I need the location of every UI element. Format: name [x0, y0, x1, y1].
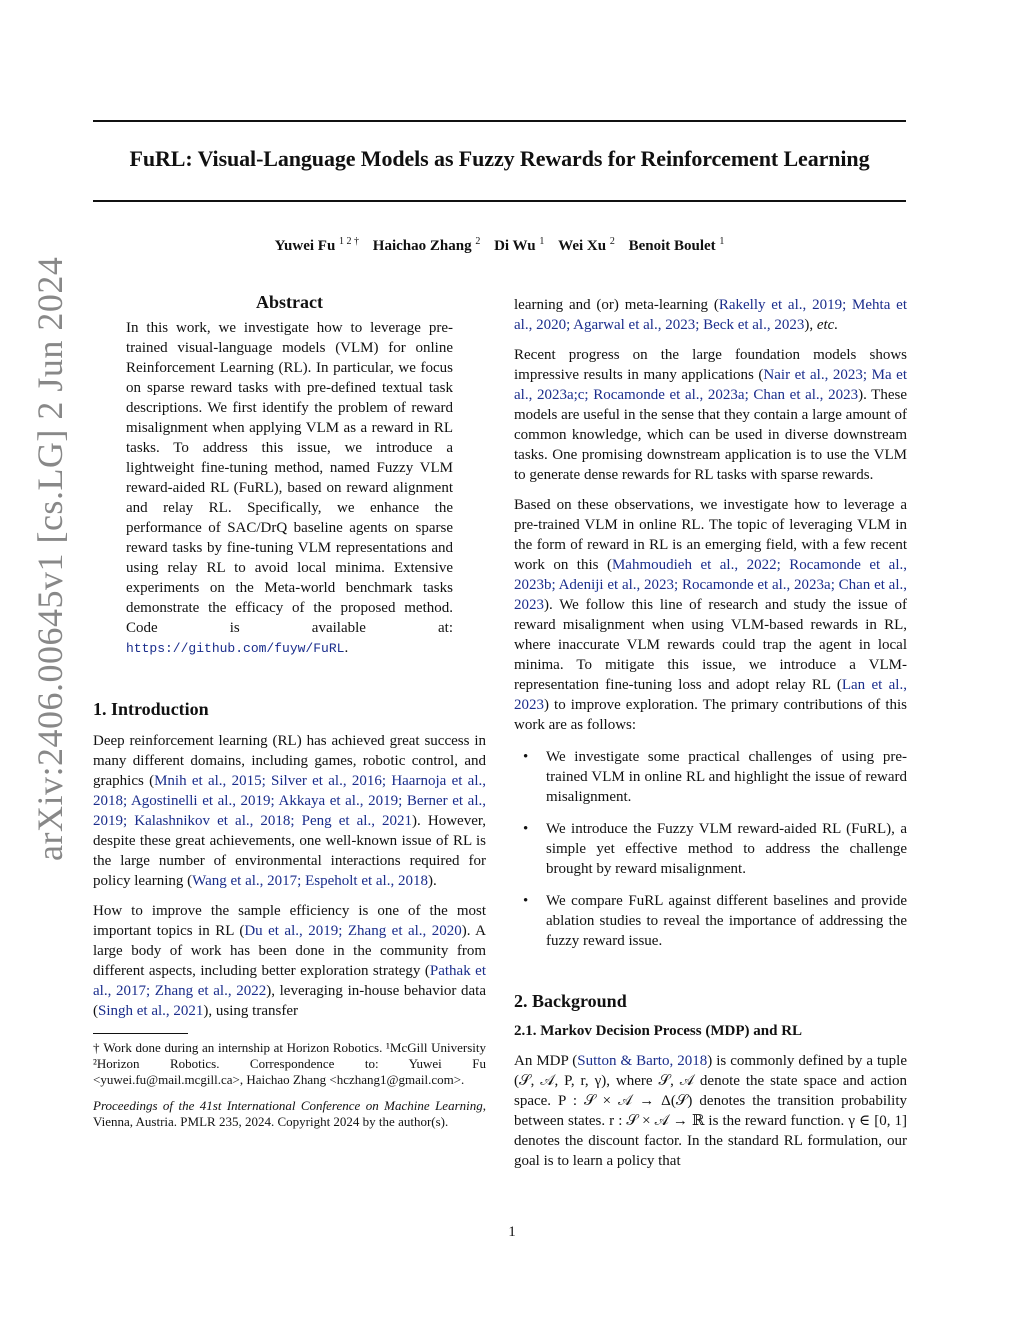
citation-link[interactable]: Mahmoudieh et al., 2022; Rocamonde et al., 2023b; Adeniji et al., 2023; Rocamonde et al., 2023a; Chan et al., 2023: [514, 557, 907, 613]
footnote-rule: [93, 1033, 188, 1034]
arxiv-watermark: arXiv:2406.00645v1 [cs.LG] 2 Jun 2024: [30, 256, 70, 861]
list-item: • We introduce the Fuzzy VLM reward-aided RL (FuRL), a simple yet effective method to address the challenge brought by reward misalignment.: [532, 819, 907, 879]
page-number: 1: [508, 1224, 516, 1240]
subsection-heading-mdp: 2.1. Markov Decision Process (MDP) and RL: [514, 1023, 803, 1039]
title-rule: [93, 200, 906, 202]
citation-link[interactable]: Lan et al., 2023: [514, 677, 907, 713]
author: Di Wu $^1$: [494, 236, 545, 254]
abstract-text: In this work, we investigate how to leverage pre-trained visual-language models (VLM) for online Reinforcement Learning (RL). In particular, we focus on sparse reward tasks with pre-defined textual task descriptions. We first identify the problem of reward misalignment when applying VLM as a reward in RL tasks. To address this issue, we introduce a lightweight fine-tuning method, named Fuzzy VLM reward-aided RL (FuRL), based on reward alignment and relay RL. Specifically, we enhance the performance of SAC/DrQ baseline agents on sparse reward tasks by fine-tuning VLM representations and using relay RL to avoid local minima. Extensive experiments on the Meta-world benchmark tasks demonstrate the efficacy of the proposed method. Code is available at: https://github.com/fuyw/FuRL.: [126, 320, 453, 656]
footnote-proceedings: Proceedings of the 41st International Conference on Machine Learning, Vienna, Austria. PMLR 235, 2024. Copyright 2024 by the author(s).: [93, 1098, 486, 1129]
citation-link[interactable]: Du et al., 2019; Zhang et al., 2020: [244, 923, 462, 939]
citation-link[interactable]: Wang et al., 2017; Espeholt et al., 2018: [192, 873, 428, 889]
citation-link[interactable]: Rakelly et al., 2019; Mehta et al., 2020; Agarwal et al., 2023; Beck et al., 2023: [514, 297, 908, 333]
author: Benoit Boulet $^1$: [628, 236, 725, 254]
right-paragraph-2: Based on these observations, we investigate how to leverage a pre-trained VLM in online RL. The topic of leveraging VLM in the form of reward in RL is an emerging field, with a few recent work on this (Mahmoudieh et al., 2022; Rocamonde et al., 2023b; Adeniji et al., 2023; Rocamonde et al., 2023a; Chan et al., 2023). We follow this line of research and study the issue of reward misalignment when using VLM-based rewards in RL, where inaccurate VLM rewards could trap the agent in local minima. To mitigate this issue, we introduce a VLM-representation fine-tuning loss and adopt relay RL (Lan et al., 2023) to improve exploration. The primary contributions of this work are as follows:: [514, 497, 907, 733]
author: Yuwei Fu $^{1 2 \dagger}$: [274, 236, 360, 254]
code-link[interactable]: https://github.com/fuyw/FuRL: [126, 641, 345, 656]
author: Wei Xu $^2$: [558, 236, 615, 254]
section-heading-introduction: 1. Introduction: [93, 699, 209, 719]
footnote-affiliation: † Work done during an internship at Horizon Robotics. ¹McGill University ²Horizon Robotics. Correspondence to: Yuwei Fu <yuwei.fu@mail.mcgill.ca>, Haichao Zhang <hczhang1@gmail.com>.: [93, 1040, 486, 1087]
abstract-heading: Abstract: [256, 292, 323, 312]
citation-link[interactable]: Mnih et al., 2015; Silver et al., 2016; Haarnoja et al., 2018; Agostinelli et al., 2019; Akkaya et al., 2019; Berner et al., 2019; Kalashnikov et al., 2018; Peng et al., 2021: [93, 773, 486, 829]
author-list: [93, 236, 906, 255]
right-paragraph-1: Recent progress on the large foundation models shows impressive results in many applications (Nair et al., 2023; Ma et al., 2023a;c; Rocamonde et al., 2023a; Chan et al., 2023). These models are useful in the sense that they contain a large amount of common knowledge, which can be used in diverse downstream tasks. One promising downstream application is to use the VLM to generate dense rewards for RL tasks with sparse rewards.: [514, 347, 908, 483]
author: Haichao Zhang $^2$: [372, 236, 481, 254]
paper-title: FuRL: Visual-Language Models as Fuzzy Rewards for Reinforcement Learning: [129, 146, 870, 171]
citation-link[interactable]: Pathak et al., 2017; Zhang et al., 2022: [93, 963, 486, 999]
contributions-list: [514, 747, 907, 951]
section-heading-background: 2. Background: [514, 991, 627, 1011]
citation-link[interactable]: Singh et al., 2021: [98, 1003, 204, 1019]
left-column: [93, 292, 486, 1130]
list-item: • We compare FuRL against different baselines and provide ablation studies to reveal the importance of addressing the fuzzy reward issue.: [532, 891, 907, 951]
intro-paragraph-2: How to improve the sample efficiency is one of the most important topics in RL (Du et al., 2019; Zhang et al., 2020). A large body of work has been done in the community from different aspects, including better exploration strategy (Pathak et al., 2017; Zhang et al., 2022), leveraging in-house behavior data (Singh et al., 2021), using transfer: [93, 903, 487, 1019]
list-item: • We investigate some practical challenges of using pre-trained VLM in online RL and highlight the issue of reward misalignment.: [532, 747, 907, 807]
right-column: [514, 295, 907, 1171]
citation-link[interactable]: Nair et al., 2023; Ma et al., 2023a;c; Rocamonde et al., 2023a; Chan et al., 2023: [514, 367, 908, 403]
background-paragraph: An MDP (Sutton & Barto, 2018) is commonly defined by a tuple (𝒮, 𝒜, P, r, γ), where 𝒮, 𝒜 denote the state space and action space. P : 𝒮 × 𝒜 → Δ(𝒮) denotes the transition probability between states. r : 𝒮 × 𝒜 → ℝ is the reward function. γ ∈ [0, 1] denotes the discount factor. In the standard RL formulation, our goal is to learn a policy that: [514, 1053, 907, 1169]
right-paragraph-0: learning and (or) meta-learning (Rakelly et al., 2019; Mehta et al., 2020; Agarwal et al., 2023; Beck et al., 2023), etc.: [514, 297, 908, 333]
intro-paragraph-1: Deep reinforcement learning (RL) has achieved great success in many different domains, including games, robotic control, and graphics (Mnih et al., 2015; Silver et al., 2016; Haarnoja et al., 2018; Agostinelli et al., 2019; Akkaya et al., 2019; Berner et al., 2019; Kalashnikov et al., 2018; Peng et al., 2021). However, despite these great achievements, one well-known issue of RL is the large number of environmental interactions required for policy learning (Wang et al., 2017; Espeholt et al., 2018).: [93, 733, 486, 889]
top-rule: [93, 120, 906, 122]
citation-link[interactable]: Sutton & Barto, 2018: [577, 1053, 708, 1069]
